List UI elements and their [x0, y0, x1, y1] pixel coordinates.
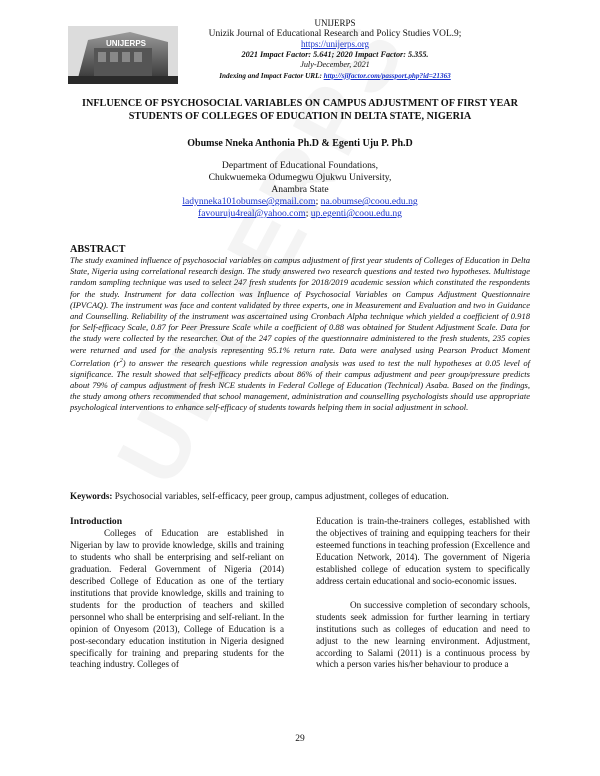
journal-name: Unizik Journal of Educational Research and Policy Studies VOL.9; — [208, 28, 462, 39]
email-link-3[interactable]: favouruju4real@yahoo.com — [198, 208, 306, 219]
department: Department of Educational Foundations, — [221, 160, 379, 171]
indexing-url-link[interactable]: http://sjifactor.com/passport.php?id=21363 — [323, 71, 451, 80]
journal-header — [150, 18, 520, 81]
indexing-line — [150, 71, 520, 82]
email-link-1[interactable]: ladynneka101obumse@gmail.com — [182, 196, 316, 207]
state: Anambra State — [271, 184, 329, 195]
journal-url-link[interactable]: https://unijerps.org — [300, 39, 370, 49]
keywords-label: Keywords: — [70, 491, 115, 501]
abstract-superscript: 2 — [119, 357, 123, 364]
logo-lettering: UNIJERPS — [105, 39, 147, 48]
email-line-2 — [150, 208, 450, 220]
abstract-part-1: The study examined influence of psychosocial variables on campus adjustment of first year students of Colleges of Education in Delta State, Nigeria using correlational research design. The study answered two research questions and tested two hypotheses. Multistage random sampling technique was used to select 247 fresh students for 2018/2019 academic session which constituted the respondents for the study. Instrument for data collection was Influence of Psychosocial Variables on Campus Adjustment Questionnaire (IPVCAQ). The instrument was face and content validated by three experts, one in Measurement and Evaluation and two in Guidance and Counselling. Reliability of the instrument was ascertained using Cronbach Alpha technique which yielded a coefficient of 0.918 for Self-efficacy Scale, 0.87 for Peer Pressure Scale while a coefficient of 0.88 was obtained for Student Adjustment Scale. Data for the study were collected by the researcher. Out of the 247 copies of the questionnaire administered to the fresh students, 235 copies were returned and used for the analysis representing 95.1% return rate. Data were analysed using Pearson Product Moment Correlation (r — [70, 255, 530, 368]
abstract-part-2: ) to answer the research questions while regression analysis was used to test the null hypotheses at 0.05 level of significance. The result showed that self-efficacy predicts about 86% of their campus adjustment and peer group/pressure predicts about 79% of campus adjustment of fresh NCE students in Federal College of Education (Technical) Asaba. Based on the findings, the study among others recommended that school management, administration and counselling psychologists should use appropriate psychological interventions to enhance self-efficacy of students towards helping them in social adjustment in school. — [70, 357, 530, 413]
introduction-heading: Introduction — [70, 516, 123, 527]
keywords — [70, 491, 530, 501]
journal-abbrev: UNIJERPS — [314, 18, 356, 28]
article-authors: Obumse Nneka Anthonia Ph.D & Egenti Uju P. Ph.D — [187, 138, 413, 149]
body-column-left — [70, 516, 284, 671]
body-column-right — [316, 516, 530, 671]
impact-factors: 2021 Impact Factor: 5.641; 2020 Impact Factor: 5.355. — [241, 49, 429, 59]
keywords-text: Psychosocial variables, self-efficacy, peer group, campus adjustment, colleges of education. — [114, 491, 449, 501]
issue-date: July-December, 2021 — [300, 60, 370, 69]
article-title: INFLUENCE OF PSYCHOSOCIAL VARIABLES ON CAMPUS ADJUSTMENT OF FIRST YEAR STUDENTS OF COLLEGES OF EDUCATION IN DELTA STATE, NIGERIA — [82, 98, 518, 122]
email-link-2[interactable]: na.obumse@coou.edu.ng — [320, 196, 418, 207]
email-separator: ; — [315, 196, 321, 207]
intro-paragraph-2: On successive completion of secondary schools, students seek admission for further learning in tertiary institutions such as colleges of education and need to adjust to the new learning environment. Adjustment, according to Salami (2011) is a continuous process by which a person varies his/her behaviour to produce a — [316, 599, 530, 670]
indexing-label: Indexing and Impact Factor URL: — [219, 71, 324, 80]
author-affiliation — [150, 160, 450, 220]
page-number: 29 — [295, 734, 305, 744]
intro-paragraph-1-continued: Education is train-the-trainers colleges, established with the objectives of training and equipping teachers for their esteemed functions in teaching profession (Excellence and Education Network, 2014). The government of Nigeria established college of education system to specifically address certain educational and socio-economic issues. — [316, 516, 530, 586]
email-line-1 — [150, 196, 450, 208]
university: Chukwuemeka Odumegwu Ojukwu University, — [208, 172, 392, 183]
intro-paragraph-1: Colleges of Education are established in Nigerian by law to provide knowledge, skills and training to students who shall be enterprising and self-reliant on graduation. Federal Government of Nigeria (2014) described College of Education as one of the tertiary institutions that provide knowledge, skills and training to students for the production of teachers and skilled personnel who shall be enterprising and self-reliant. In the opinion of Onyesom (2013), College of Education is a post-secondary education institution in Nigeria designed specifically for training and preparing students for the teaching industry. Colleges of — [70, 528, 284, 670]
email-link-4[interactable]: up.egenti@coou.edu.ng — [310, 208, 402, 219]
abstract-heading: ABSTRACT — [70, 244, 126, 255]
abstract-text — [70, 255, 530, 414]
email-separator: ; — [305, 208, 311, 219]
